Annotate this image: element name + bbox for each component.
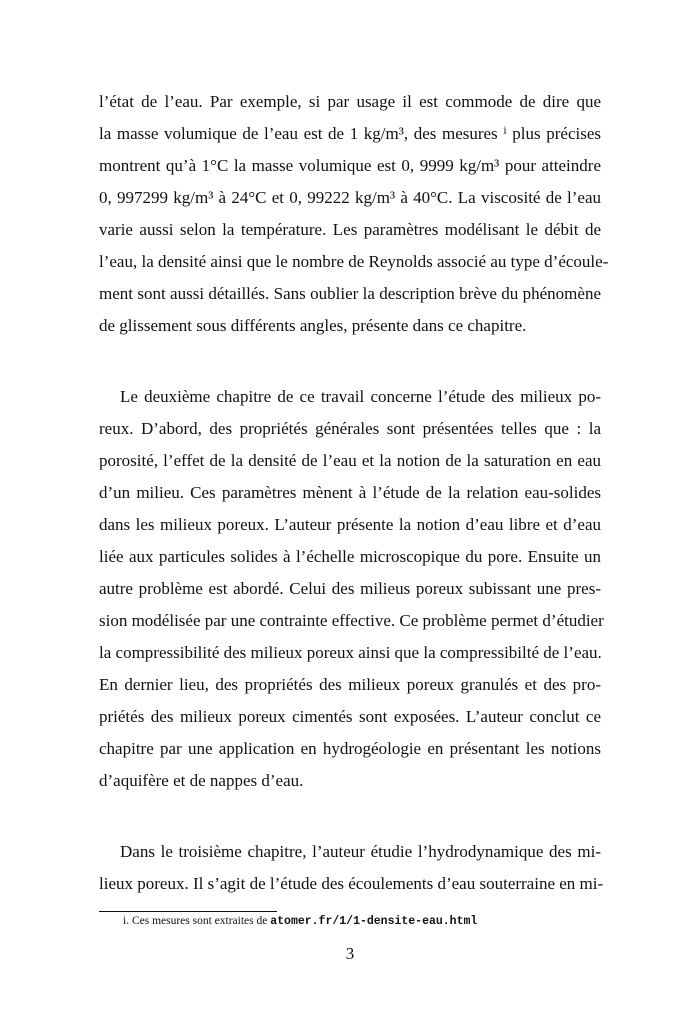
text-line: lieux poreux. Il s’agit de l’étude des écoulements d’eau souterraine en mi- xyxy=(99,874,604,893)
text-line: Le deuxième chapitre de ce travail concerne l’étude des milieux po- xyxy=(120,387,601,406)
text-line: priétés des milieux poreux cimentés sont exposées. L’auteur conclut ce xyxy=(99,707,601,726)
text-line: Dans le troisième chapitre, l’auteur étudie l’hydrodynamique des mi- xyxy=(120,842,601,861)
page-number: 3 xyxy=(345,944,355,963)
footnote-rule xyxy=(99,911,277,912)
text-line: la compressibilité des milieux poreux ainsi que la compressibilté de l’eau. xyxy=(99,643,602,662)
footnote-text: Ces mesures sont extraites de xyxy=(131,915,268,927)
paragraph-3 xyxy=(99,836,604,900)
text-line: chapitre par une application en hydrogéologie en présentant les notions xyxy=(99,739,601,758)
text-line: 0, 997299 kg/m³ à 24°C et 0, 99222 kg/m³ à 40°C. La viscosité de l’eau xyxy=(99,188,601,207)
paragraph-1 xyxy=(99,86,609,342)
page-body xyxy=(99,86,609,900)
text-line: d’un milieu. Ces paramètres mènent à l’étude de la relation eau-solides xyxy=(99,483,601,502)
text-line: porosité, l’effet de la densité de l’eau et la notion de la saturation en eau xyxy=(99,451,601,470)
text-line: montrent qu’à 1°C la masse volumique est 0, 9999 kg/m³ pour atteindre xyxy=(99,156,601,175)
footnote-link[interactable]: atomer.fr/1/1-densite-eau.html xyxy=(270,915,478,928)
text-line: la masse volumique de l’eau est de 1 kg/m³, des mesures ⁱ plus précises xyxy=(99,124,601,143)
text-line: varie aussi selon la température. Les paramètres modélisant le débit de xyxy=(99,220,601,239)
text-line: l’état de l’eau. Par exemple, si par usage il est commode de dire que xyxy=(99,92,601,111)
text-line: dans les milieux poreux. L’auteur présente la notion d’eau libre et d’eau xyxy=(99,515,601,534)
text-line: l’eau, la densité ainsi que le nombre de Reynolds associé au type d’écoule- xyxy=(99,252,609,271)
text-line: de glissement sous différents angles, présente dans ce chapitre. xyxy=(99,316,527,335)
text-line: ment sont aussi détaillés. Sans oublier la description brève du phénomène xyxy=(99,284,601,303)
paragraph-2 xyxy=(99,381,604,797)
text-line: sion modélisée par une contrainte effective. Ce problème permet d’étudier xyxy=(99,611,604,630)
footnote xyxy=(123,915,477,928)
text-line: d’aquifère et de nappes d’eau. xyxy=(99,771,304,790)
text-line: liée aux particules solides à l’échelle microscopique du pore. Ensuite un xyxy=(99,547,601,566)
text-line: En dernier lieu, des propriétés des milieux poreux granulés et des pro- xyxy=(99,675,601,694)
text-line: reux. D’abord, des propriétés générales sont présentées telles que : la xyxy=(99,419,601,438)
footnote-marker: i. xyxy=(123,915,130,927)
text-line: autre problème est abordé. Celui des milieus poreux subissant une pres- xyxy=(99,579,601,598)
